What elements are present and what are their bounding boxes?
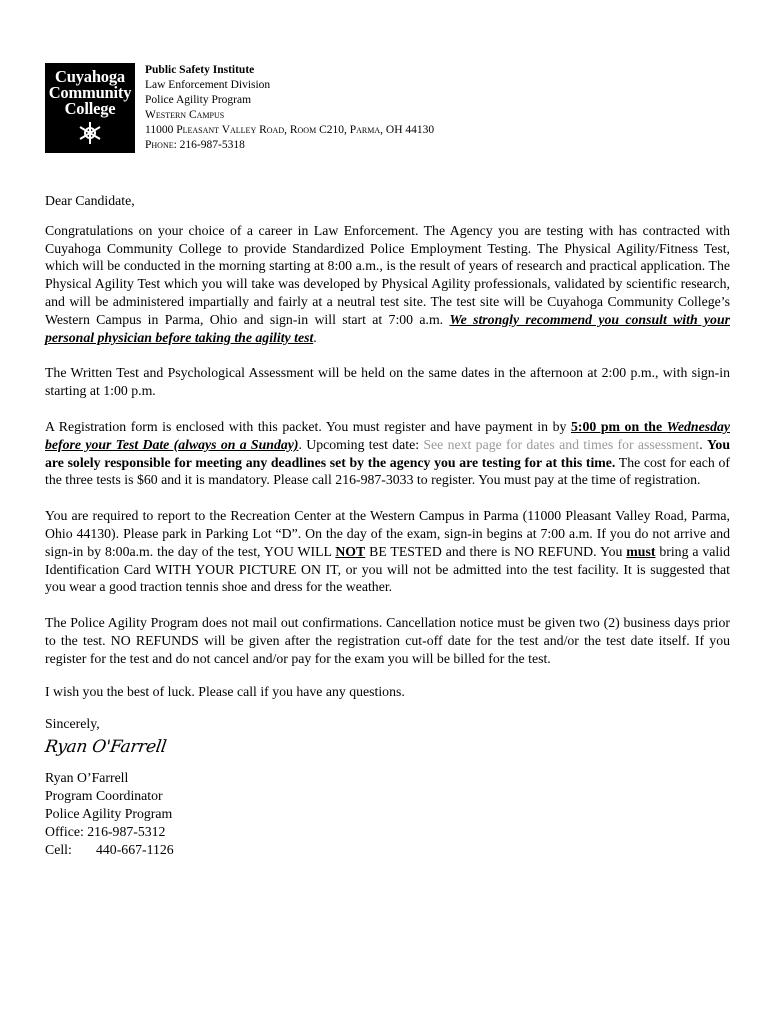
division-name: Law Enforcement Division [145, 79, 271, 91]
logo-line: College [64, 99, 116, 118]
registration-deadline-day: Wednesday before your Test Date (always on a Sunday) [45, 418, 731, 452]
report-text: bring a valid Identification Card WITH YOUR PICTURE ON IT, or you will not be admitted into the test facility. It is suggested that you wear a good traction tennis shoe and dress for the weather. [45, 543, 730, 595]
snowflake-emblem-icon [77, 121, 103, 145]
paragraph-registration [45, 418, 730, 489]
registration-deadline: 5:00 pm on the [570, 418, 667, 434]
intro-end: . [313, 329, 317, 345]
campus-phone: Phone: 216-987-5318 [145, 139, 245, 151]
cell-label: Cell: [45, 841, 72, 857]
report-text: You are required to report to the Recreation Center at the Western Campus in Parma (11000 Pleasant Valley Road, Parma, Ohio 44130). Please park in Parking Lot “D”. On the day of the exam, sign-in begins at 7:00 a.m. If you do not arrive and sign-in by 8:00a.m. the day of the test, YOU WILL [45, 508, 730, 559]
logo-line: Community [48, 83, 132, 102]
institute-name: Public Safety Institute [145, 64, 255, 76]
report-text: BE TESTED and there is NO REFUND. You [365, 543, 627, 559]
handwritten-signature: Ryan O'Farrell [43, 737, 168, 758]
paragraph-cancellation: The Police Agility Program does not mail out confirmations. Cancellation notice must be given two (2) business days prior to the test. NO REFUNDS will be given after the registration cut-off date for the test and/or the test date itself. If you register for the test and do not cancel and/or pay for the exam you will be billed for the test. [45, 615, 730, 666]
letter-body [45, 192, 730, 859]
campus-address: 11000 Pleasant Valley Road, Room C210, Parma, OH 44130 [145, 124, 435, 136]
signer-title: Program Coordinator [45, 787, 163, 803]
campus-name: Western Campus [145, 109, 225, 121]
registration-text: . Upcoming test date: [298, 436, 424, 452]
registration-text: . [699, 436, 707, 452]
program-name: Police Agility Program [145, 94, 252, 106]
logo-line: Cuyahoga [55, 67, 125, 86]
signature-block [45, 769, 730, 859]
must-emphasis: must [626, 543, 656, 559]
signer-office-phone: Office: 216-987-5312 [45, 823, 166, 839]
paragraph-intro [45, 222, 730, 347]
cell-number: 440-667-1126 [96, 841, 174, 857]
closing: Sincerely, [45, 716, 100, 732]
intro-text: Congratulations on your choice of a career in Law Enforcement. The Agency you are testing with has contracted with Cuyahoga Community College to provide Standardized Police Employment Testing. The Physical Agility/Fitness Test, which will be conducted in the morning starting at 8:00 a.m., is the result of years of research and practical application. The Physical Agility Test which you will take was developed by Physical Agility professionals, validated by scientific research, and will be administered impartially and fairly at a neutral test site. The test site will be Cuyahoga Community College’s Western Campus in Parma, Ohio and sign-in will start at 7:00 a.m. [45, 222, 730, 327]
registration-text: A Registration form is enclosed with this packet. You must register and have payment in by [45, 418, 571, 434]
signer-program: Police Agility Program [45, 805, 173, 821]
signer-name: Ryan O’Farrell [45, 769, 129, 785]
letterhead [145, 63, 434, 153]
registration-text: The cost for each of the three tests is $60 and it is mandatory. Please call 216-987-3033 to register. You must pay at the time of registration. [45, 454, 730, 488]
paragraph-report-location [45, 507, 730, 596]
signer-cell-phone [45, 841, 730, 859]
paragraph-written-test: The Written Test and Psychological Assessment will be held on the same dates in the afternoon at 2:00 p.m., with sign-in starting at 1:00 p.m. [45, 365, 730, 399]
paragraph-closing: I wish you the best of luck. Please call if you have any questions. [45, 683, 405, 699]
upcoming-date-note: See next page for dates and times for assessment [423, 436, 700, 452]
college-logo [45, 63, 135, 153]
salutation: Dear Candidate, [45, 193, 135, 208]
responsibility-notice: You are solely responsible for meeting any deadlines set by the agency you are testing for at this time. [45, 436, 730, 470]
not-emphasis: NOT [335, 543, 366, 559]
physician-recommendation: We strongly recommend you consult with your personal physician before taking the agility test [45, 311, 730, 345]
